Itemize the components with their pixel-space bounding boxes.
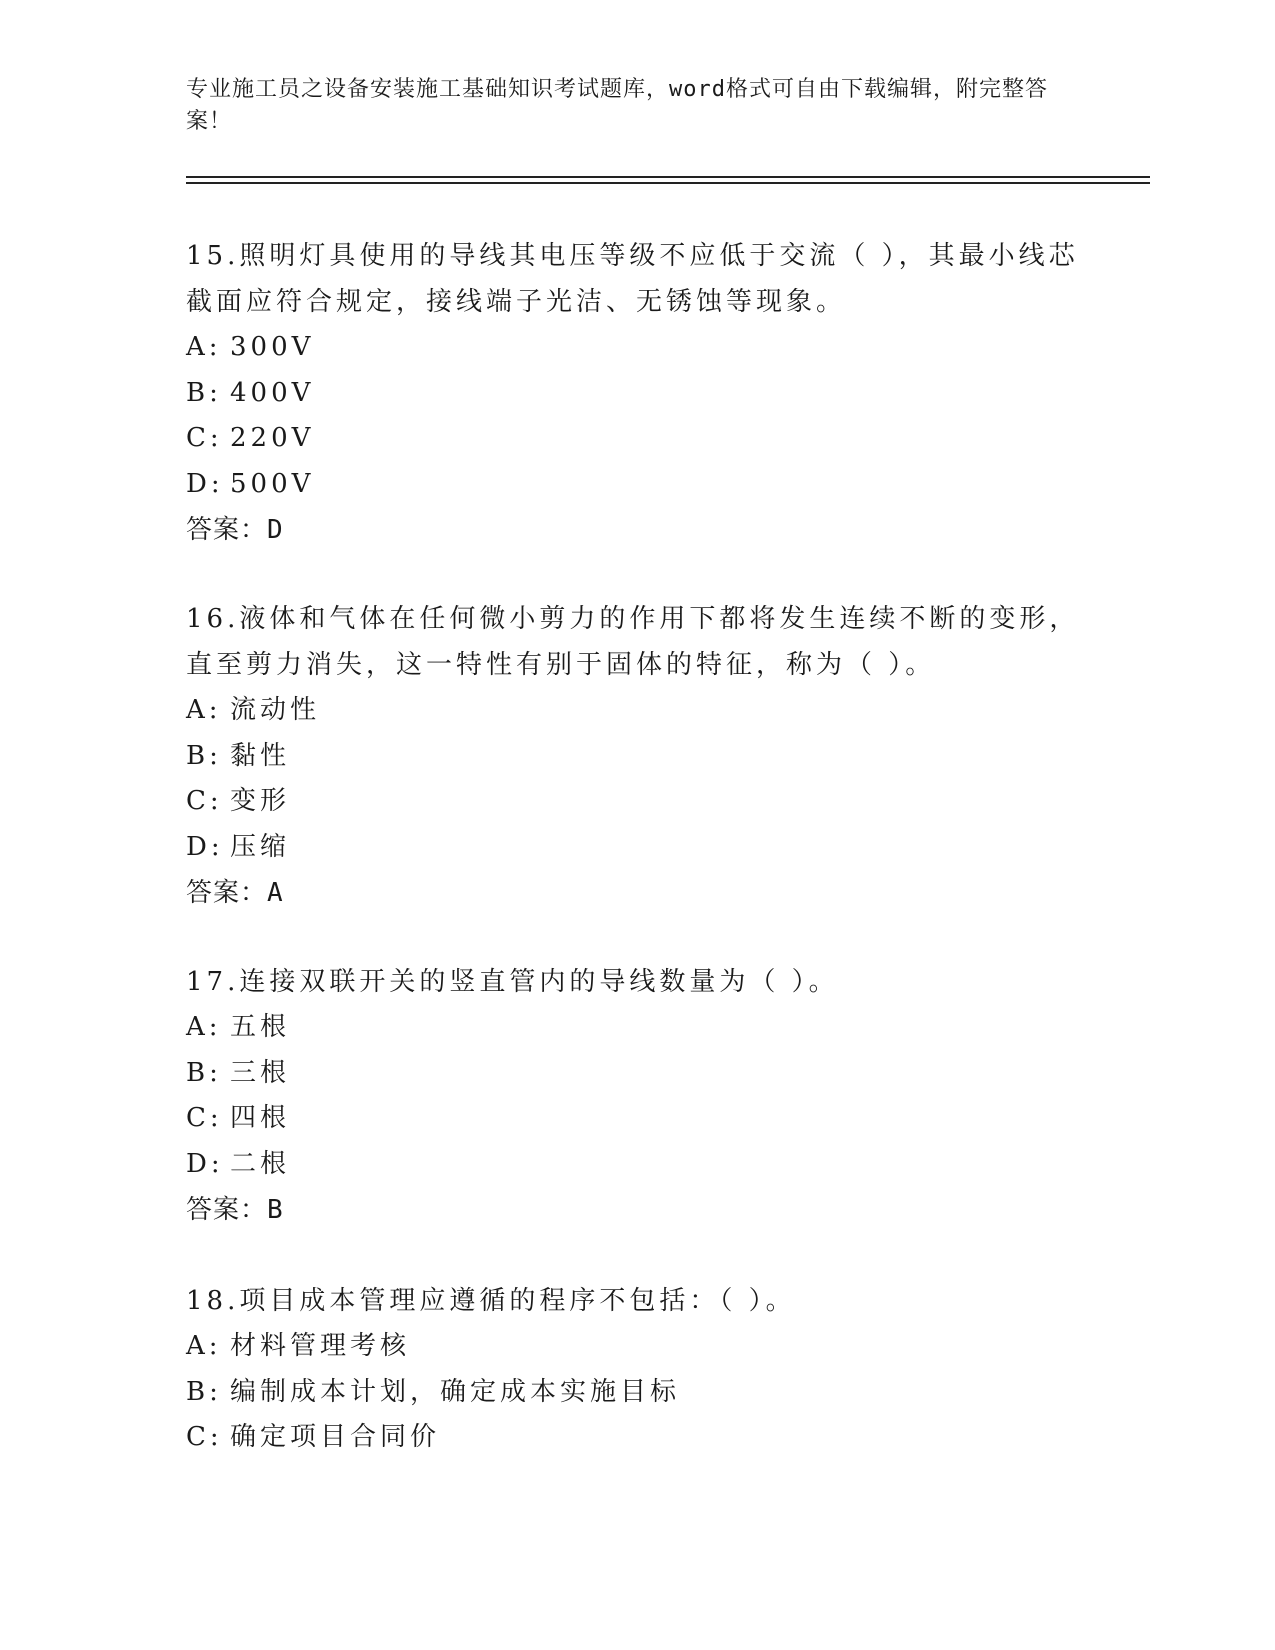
question-17: [186, 959, 1086, 1233]
option-d: [186, 462, 1086, 508]
question-stem: 18.项目成本管理应遵循的程序不包括：（ ）。: [186, 1286, 796, 1316]
option-a: [186, 1324, 1086, 1370]
option-b: [186, 1051, 1086, 1097]
option-text: 确定项目合同价: [230, 1422, 441, 1452]
option-label: A:: [186, 1331, 222, 1361]
option-text: 变形: [230, 786, 291, 816]
question-stem: 16.液体和气体在任何微小剪力的作用下都将发生连续不断的变形，直至剪力消失，这一特性有别于固体的特征，称为（ ）。: [186, 604, 1080, 680]
option-text: 220V: [230, 423, 315, 453]
option-text: 400V: [230, 377, 315, 408]
option-label: B:: [186, 740, 222, 771]
option-a: [186, 1005, 1086, 1051]
question-18: [186, 1278, 1086, 1461]
option-text: 二根: [230, 1148, 291, 1179]
option-d: [186, 825, 1086, 871]
option-label: A:: [186, 332, 222, 362]
question-stem: 15.照明灯具使用的导线其电压等级不应低于交流（ ），其最小线芯截面应符合规定，接线端子光洁、无锈蚀等现象。: [186, 241, 1079, 317]
option-b: [186, 734, 1086, 780]
option-b: [186, 371, 1086, 417]
header-divider-bottom: [186, 182, 1150, 184]
option-a: [186, 688, 1086, 734]
option-text: 流动性: [230, 695, 321, 725]
answer-line: 答案：B: [186, 1195, 284, 1225]
option-label: B:: [186, 1057, 222, 1088]
option-label: D:: [186, 1148, 224, 1179]
option-text: 三根: [230, 1057, 291, 1088]
option-label: D:: [186, 468, 224, 499]
header-divider-top: [186, 176, 1150, 178]
option-label: C:: [186, 1422, 223, 1452]
option-text: 编制成本计划，确定成本实施目标: [230, 1376, 681, 1407]
option-label: A:: [186, 695, 222, 725]
option-a: [186, 325, 1086, 371]
question-15: [186, 233, 1086, 553]
question-stem: 17.连接双联开关的竖直管内的导线数量为（ ）。: [186, 967, 839, 997]
option-label: B:: [186, 377, 222, 408]
option-label: D:: [186, 831, 224, 862]
option-text: 材料管理考核: [230, 1331, 411, 1361]
option-c: [186, 1415, 1086, 1461]
option-text: 300V: [230, 332, 315, 362]
document-header: 专业施工员之设备安装施工基础知识考试题库，word格式可自由下载编辑，附完整答案！: [186, 77, 1048, 134]
option-label: C:: [186, 786, 223, 816]
question-16: [186, 596, 1086, 916]
option-label: C:: [186, 1103, 223, 1133]
option-label: C:: [186, 423, 223, 453]
option-c: [186, 1096, 1086, 1142]
answer-line: 答案：D: [186, 515, 284, 545]
option-text: 500V: [230, 468, 315, 499]
option-c: [186, 779, 1086, 825]
option-label: B:: [186, 1376, 222, 1407]
option-label: A:: [186, 1012, 222, 1042]
option-c: [186, 416, 1086, 462]
answer-line: 答案：A: [186, 878, 284, 908]
option-b: [186, 1370, 1086, 1416]
option-d: [186, 1142, 1086, 1188]
option-text: 五根: [230, 1012, 291, 1042]
option-text: 黏性: [230, 740, 291, 771]
option-text: 四根: [230, 1103, 291, 1133]
option-text: 压缩: [230, 831, 291, 862]
